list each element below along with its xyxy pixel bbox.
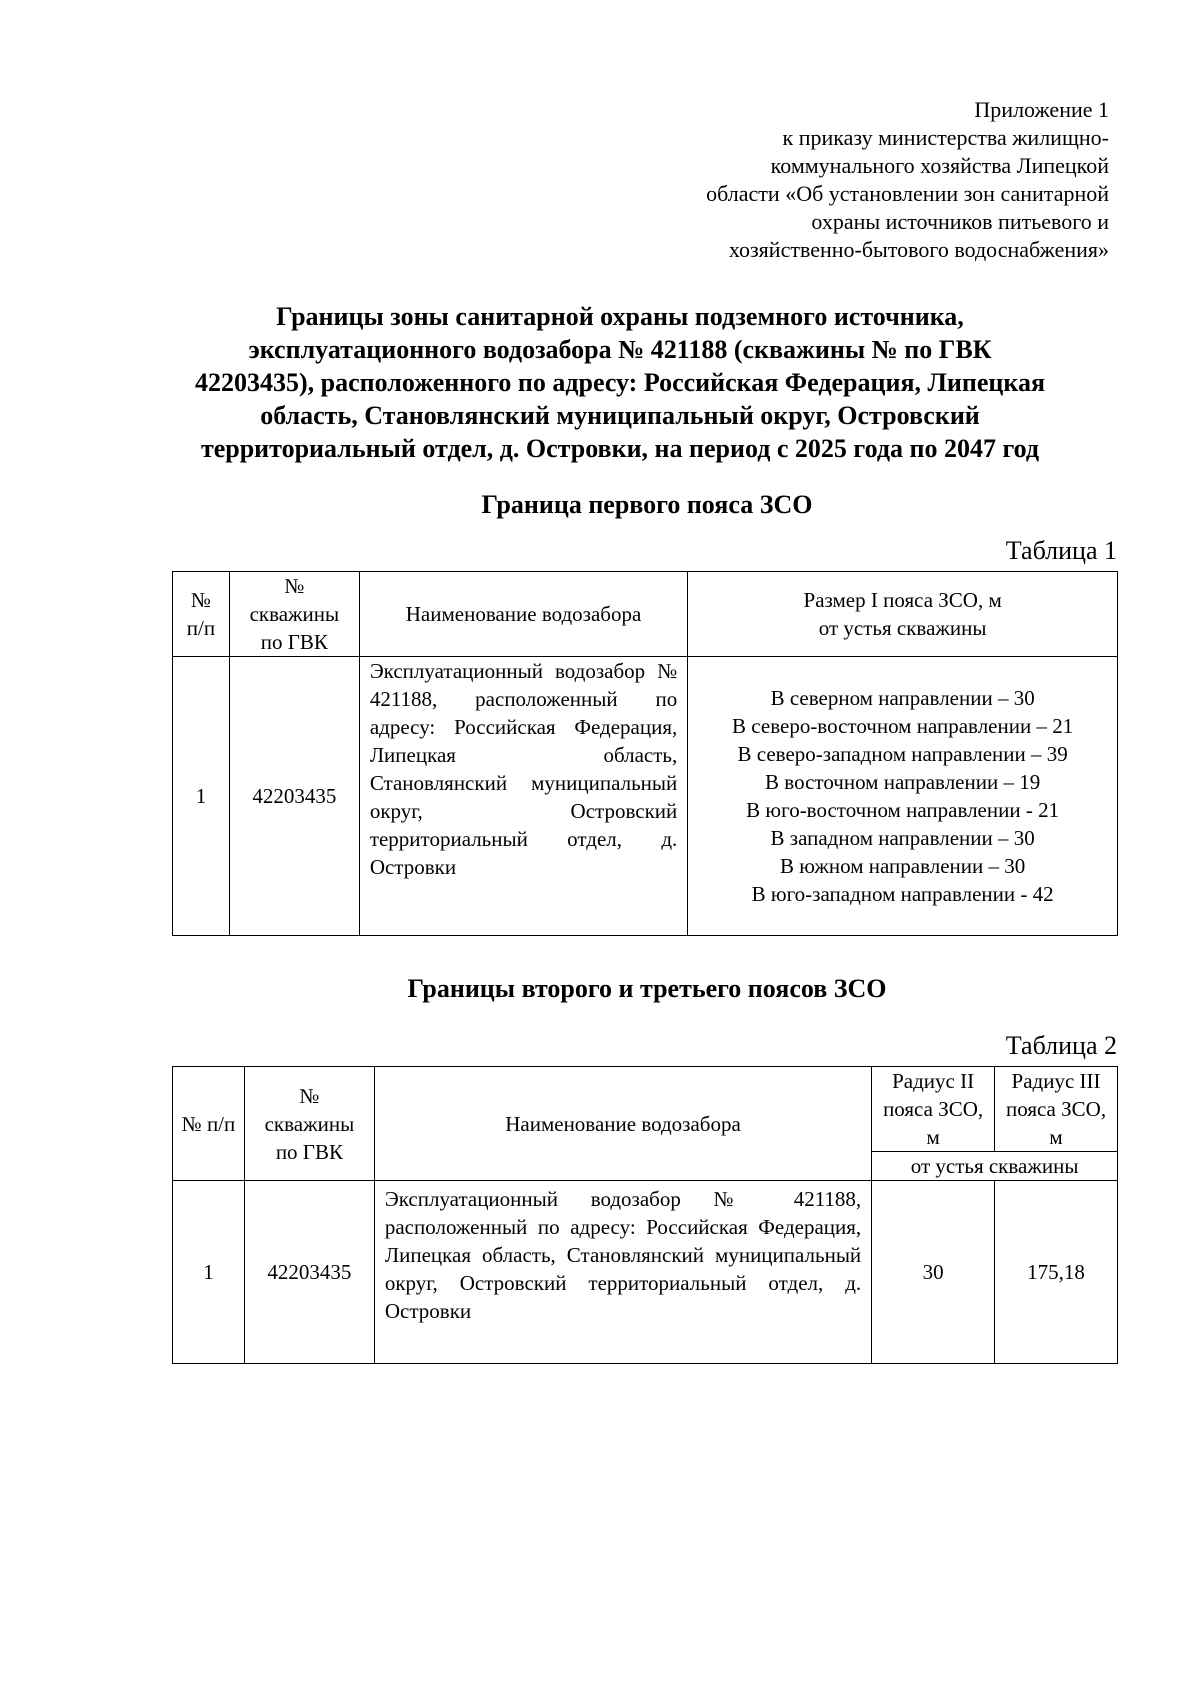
direction-item: В северо-восточном направлении – 21 [732, 714, 1074, 738]
section1-title: Граница первого пояса ЗСО [481, 490, 813, 519]
direction-item: В юго-западном направлении - 42 [751, 882, 1054, 906]
appendix-line: коммунального хозяйства Липецкой [770, 153, 1109, 178]
direction-item: В южном направлении – 30 [779, 854, 1026, 878]
document-title [150, 300, 1090, 465]
table2-label: Таблица 2 [1005, 1031, 1117, 1060]
appendix-line: области «Об установлении зон санитарной [706, 181, 1109, 206]
cell-num: 1 [173, 1181, 245, 1364]
header-size [688, 572, 1118, 657]
cell-name: Эксплуатационный водозабор № 421188, расположенный по адресу: Российская Федерация, Липецкая область, Становлянский муниципальный округ, Островский территориальный отдел, д. Островки [359, 657, 687, 936]
table-header-row [173, 572, 1118, 657]
header-radius2: Радиус II пояса ЗСО, м [872, 1067, 995, 1152]
appendix-header [706, 96, 1109, 264]
header-well: № скважины по ГВК [244, 1067, 374, 1181]
header-well: № скважины по ГВК [229, 572, 359, 657]
direction-item: В западном направлении – 30 [770, 826, 1035, 850]
table1-label: Таблица 1 [1005, 536, 1117, 565]
cell-well: 42203435 [244, 1181, 374, 1364]
header-num: № п/п [173, 572, 230, 657]
cell-radius3: 175,18 [995, 1181, 1118, 1364]
cell-well: 42203435 [229, 657, 359, 936]
title-line: территориальный отдел, д. Островки, на период с 2025 года по 2047 год [200, 434, 1040, 463]
header-name: Наименование водозабора [374, 1067, 871, 1181]
direction-item: В восточном направлении – 19 [765, 770, 1041, 794]
header-radius3: Радиус III пояса ЗСО, м [995, 1067, 1118, 1152]
header-name: Наименование водозабора [359, 572, 687, 657]
header-from-well: от устья скважины [872, 1152, 1118, 1181]
header-num: № п/п [173, 1067, 245, 1181]
appendix-line: к приказу министерства жилищно- [782, 125, 1109, 150]
title-line: область, Становлянский муниципальный округ, Островский [260, 401, 980, 430]
table-row [173, 657, 1118, 936]
table-header-row [173, 1067, 1118, 1152]
direction-item: В северо-западном направлении – 39 [737, 742, 1068, 766]
header-size-line1: Размер I пояса ЗСО, м [803, 588, 1002, 612]
header-size-line2: от устья скважины [818, 616, 987, 640]
direction-item: В юго-восточном направлении - 21 [746, 798, 1060, 822]
title-line: эксплуатационного водозабора № 421188 (скважины № по ГВК [248, 335, 992, 364]
cell-directions [688, 657, 1118, 936]
table-first-belt [172, 571, 1118, 936]
table-second-third-belts [172, 1066, 1118, 1364]
appendix-line: охраны источников питьевого и [811, 209, 1109, 234]
title-line: Границы зоны санитарной охраны подземного источника, [276, 302, 964, 331]
appendix-line: хозяйственно-бытового водоснабжения» [728, 237, 1109, 262]
section2-title: Границы второго и третьего поясов ЗСО [407, 974, 887, 1003]
cell-num: 1 [173, 657, 230, 936]
cell-name: Эксплуатационный водозабор № 421188, расположенный по адресу: Российская Федерация, Липецкая область, Становлянский муниципальный округ, Островский территориальный отдел, д. Островки [374, 1181, 871, 1364]
direction-item: В северном направлении – 30 [770, 686, 1035, 710]
table-row [173, 1181, 1118, 1364]
cell-radius2: 30 [872, 1181, 995, 1364]
appendix-line: Приложение 1 [974, 97, 1109, 122]
title-line: 42203435), расположенного по адресу: Российская Федерация, Липецкая [194, 368, 1046, 397]
